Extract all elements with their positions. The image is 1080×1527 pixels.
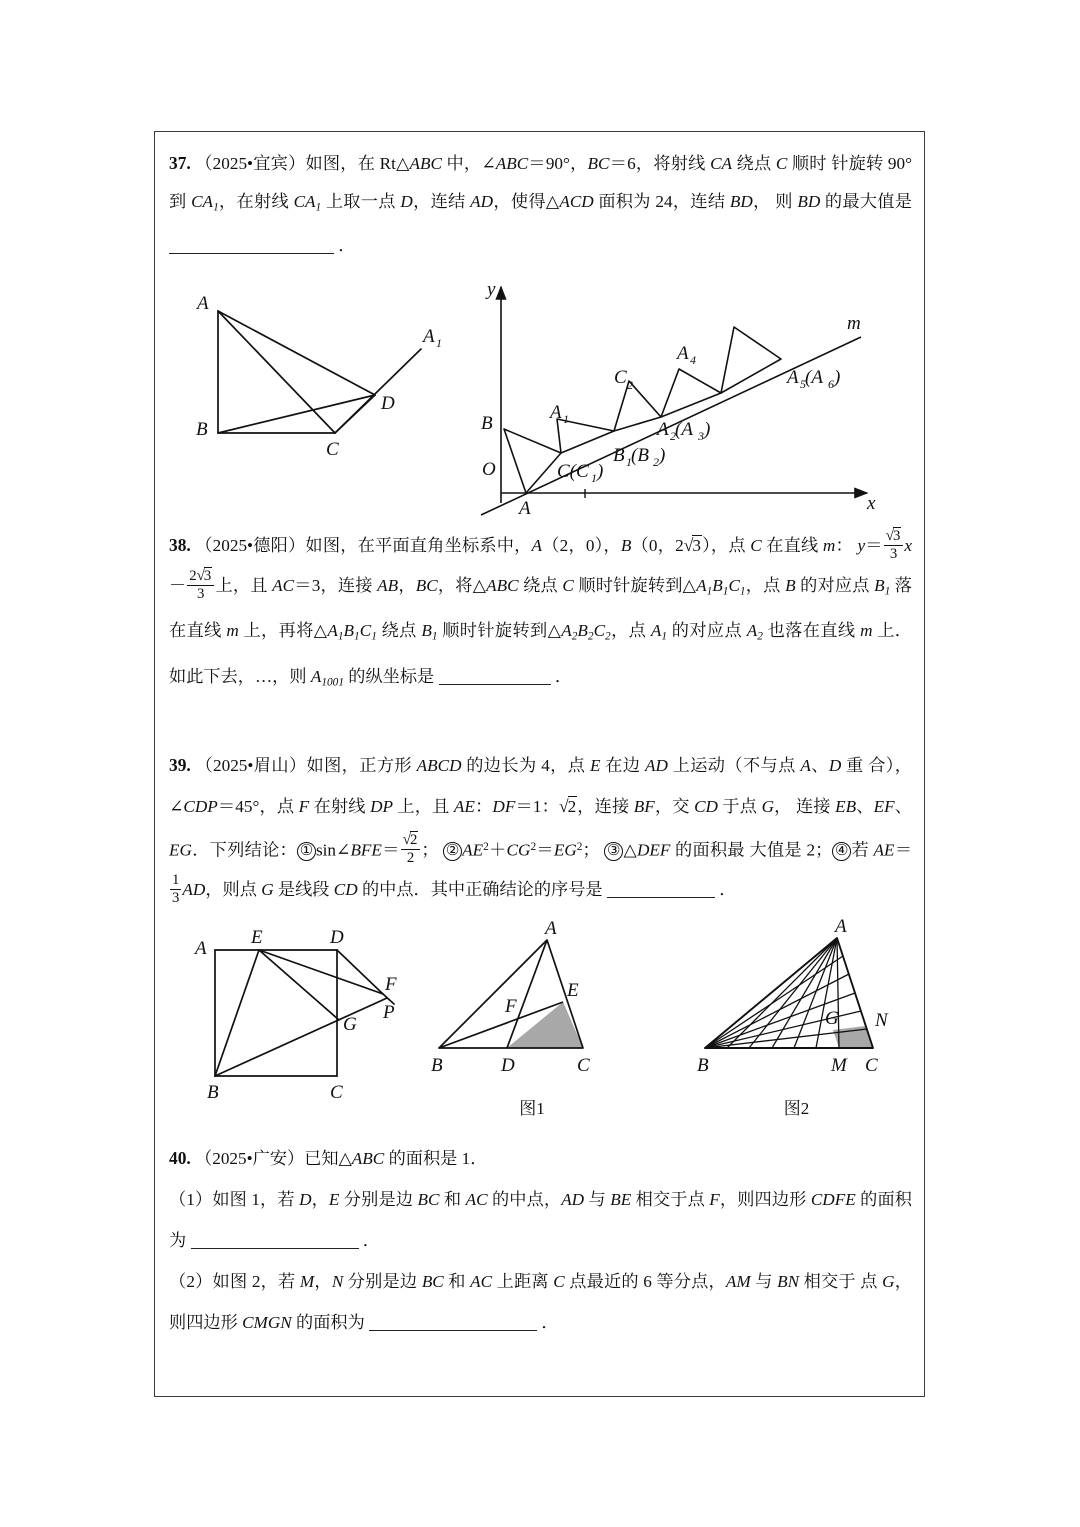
t: 的边长为 4，点 <box>461 755 591 775</box>
var-ca1: CA <box>191 192 214 211</box>
t: ，点 <box>745 575 786 595</box>
var-A1B1C1: $A_1B_1C_1$ <box>696 575 746 598</box>
var-d: D <box>400 192 413 211</box>
var-A: A <box>531 535 543 555</box>
t: 与 <box>584 1189 611 1209</box>
figure-40-1-label-E: E <box>567 979 579 1001</box>
problem-37-line1-a: （2025•宜宾）如图，在 Rt△ <box>195 154 410 173</box>
figure-40-2-label-B: B <box>697 1054 709 1076</box>
t: 在直线 <box>761 535 823 555</box>
var-AD: AD <box>645 755 668 775</box>
figure-38-label-A2-A3-mid: (A <box>675 418 693 440</box>
figure-37-label-C: C <box>326 438 339 460</box>
var-CMGN: CMGN <box>242 1312 292 1332</box>
t: sin∠ <box>315 839 351 859</box>
t: 绕点 <box>732 154 776 173</box>
figure-38-label-C2: C <box>614 366 627 388</box>
t: ： <box>474 796 493 816</box>
figure-37-label-A: A <box>197 292 209 314</box>
figure-40-1-label-D: D <box>501 1054 515 1076</box>
var-A1B1C1-b: $A_1B_1C_1$ <box>327 621 377 643</box>
figure-38-label-A5-A6: A <box>787 366 799 388</box>
t: 上，再将△ <box>238 621 328 641</box>
var-AE: AE <box>453 796 475 816</box>
t: （2）如图 2，若 <box>169 1271 300 1291</box>
answer-blank-39[interactable] <box>607 897 715 898</box>
var-A1c: A <box>650 621 662 641</box>
figure-38-label-O: O <box>482 458 496 480</box>
t: 落在直线 <box>169 575 912 641</box>
t: 上取一点 <box>321 192 401 211</box>
figure-40-1-label-A: A <box>545 917 557 939</box>
fraction-1-over-3: $\frac{1}{3}$ <box>172 872 180 906</box>
var-y: y <box>857 535 866 555</box>
figure-38-label-A2-A3: A <box>657 418 669 440</box>
figure-38-label-A5-A6-close: ) <box>834 366 841 388</box>
figure-38-label-x: x <box>867 492 876 514</box>
var-AC: AC <box>465 1189 488 1209</box>
fraction-2sqrt3-over-3: $\frac{2√3}{3}$ <box>187 568 214 602</box>
figure-40-2 <box>689 916 904 1097</box>
figure-39-label-A: A <box>195 937 207 959</box>
t: 的对应点 <box>800 575 875 595</box>
figure-38-label-B1-sub: 1 <box>626 454 632 469</box>
figure-38-label-B2-sub: 2 <box>653 454 659 469</box>
t: （0，2 <box>631 535 684 555</box>
problem-38-text: 38. （2025•德阳）如图，在平面直角坐标系中，A（2，0），B（0，2√3），点 C 在直线 m： y＝ $\frac{√3}{3}$ x－ $\frac{2√3}{3}$ 上，且 AC＝3，连接 AB，BC，将△ABC 绕点 C 顺时针旋转到$\triangle A_1B_1C_1$，点 B 的对应点 $B_1$ 落在直线 m 上，再将$\triangle A_1B_1C_1$ 绕点 $B_1$ 顺时针旋转到$\triangle A_2B_2C_2$，点 $A_1$ 的对应点 $A_2$ 也落在直线 m 上．如此下去，…，则 $A_{1001}$ 的纵坐标是 ． <box>169 527 912 689</box>
figure-39-label-F: F <box>385 973 397 995</box>
page-content <box>169 142 912 1388</box>
t: 顺时 <box>787 154 827 173</box>
figure-39-label-G: G <box>343 1013 357 1035</box>
t: 中，∠ <box>442 154 496 173</box>
sub-1: 1 <box>213 201 219 214</box>
figure-38-label-A5-A6-mid: (A <box>805 366 823 388</box>
sub-1: 1 <box>315 201 322 214</box>
t: 的对应点 <box>667 621 743 641</box>
t: ，则四边形 <box>169 1271 912 1332</box>
var-D: D <box>299 1189 312 1209</box>
var-A2B2C2: $A_2B_2C_2$ <box>561 621 611 643</box>
figure-38-label-A1-sub: 1 <box>563 411 569 426</box>
t: 分别是边 <box>339 1189 418 1209</box>
var-BC: BC <box>415 575 438 595</box>
figure-38-label-A2-sub: 2 <box>670 428 676 443</box>
figure-40-2-svg <box>689 916 904 1092</box>
t: 在边 <box>600 755 646 775</box>
sqrt-3-inline: √3 <box>683 534 701 555</box>
figure-38-label-B1-B2-close: ) <box>659 444 666 466</box>
t: 上运动（不与点 <box>667 755 801 775</box>
figure-39-label-P: P <box>383 1001 395 1023</box>
figure-38-label-A6-sub: 6 <box>828 376 834 391</box>
t: 绕点 <box>376 621 422 641</box>
var-BFE: BFE <box>350 839 382 859</box>
var-BC: BC <box>417 1189 440 1209</box>
var-ca1b: CA <box>293 192 316 211</box>
var-EF: EF <box>873 796 895 816</box>
figure-38-label-A3-sub: 3 <box>698 428 704 443</box>
var-F: F <box>298 796 310 816</box>
problem-40-part1 <box>169 1179 912 1261</box>
figures-row-37-38 <box>169 271 912 521</box>
var-m2: m <box>226 621 239 641</box>
t: 若 <box>851 839 874 859</box>
var-bd2: BD <box>797 192 821 211</box>
t: ： <box>835 535 853 555</box>
answer-blank-40-2[interactable] <box>369 1330 537 1331</box>
var-C: C <box>750 535 762 555</box>
var-ABCD: ABCD <box>416 755 462 775</box>
t: ＝1： <box>515 796 559 816</box>
var-ca: CA <box>710 154 733 173</box>
t: 上，且 <box>215 575 273 595</box>
answer-blank-37[interactable] <box>169 253 334 254</box>
var-BE: BE <box>610 1189 632 1209</box>
figure-37-label-B: B <box>196 418 208 440</box>
t: （2，0）， <box>542 535 621 555</box>
var-B2: B <box>785 575 796 595</box>
t: ＝90°， <box>528 154 588 173</box>
figure-40-1-label-C: C <box>577 1054 590 1076</box>
figure-40-1-label-B: B <box>431 1054 443 1076</box>
figure-38-label-m: m <box>847 312 861 334</box>
option-circle-4: ④ <box>832 842 851 861</box>
var-x: x <box>904 535 912 555</box>
var-bd: BD <box>729 192 753 211</box>
period: ． <box>338 235 356 255</box>
answer-blank-38[interactable] <box>439 684 551 685</box>
t: 的最大值是 <box>820 192 912 211</box>
t: 针旋转 90° 到 <box>169 154 912 211</box>
t: 与 <box>750 1271 778 1291</box>
var-abc: ABC <box>409 154 442 173</box>
t: ，点 <box>610 621 651 641</box>
fraction-sqrt3-over-3: $\frac{√3}{3}$ <box>884 528 904 562</box>
var-angle-abc: ABC <box>495 154 529 173</box>
t: ＝ <box>865 535 883 555</box>
t: ＝3，连接 <box>294 575 378 595</box>
t: 、 <box>856 796 874 816</box>
var-F: F <box>709 1189 720 1209</box>
figure-38-label-A: A <box>519 497 531 517</box>
var-CD: CD <box>694 796 718 816</box>
t: ，则点 <box>205 879 262 899</box>
t: ＝ <box>894 839 913 859</box>
t: ， <box>311 1189 329 1209</box>
figure-40-1-label-F: F <box>505 995 517 1017</box>
t: ＝ <box>536 839 554 859</box>
option-circle-3: ③ <box>604 842 623 861</box>
figure-38-label-B1-B2-mid: (B <box>631 444 649 466</box>
figure-37-label-D: D <box>381 392 395 414</box>
figure-38-label-C-C1: C(C <box>557 460 589 482</box>
t: 则 <box>775 192 798 211</box>
var-AM: AM <box>725 1271 751 1291</box>
t: 和 <box>439 1189 466 1209</box>
var-B1b: B <box>421 621 432 641</box>
var-ABC: ABC <box>486 575 519 595</box>
var-m: m <box>822 535 836 555</box>
t: ，将△ <box>437 575 487 595</box>
t: 的面积最 <box>670 839 745 859</box>
t: 在射线 <box>309 796 371 816</box>
t: 的面积为 <box>169 1189 912 1250</box>
problem-39-text: 39. （2025•眉山）如图，正方形 ABCD 的边长为 4，点 E 在边 AD 上运动（不与点 A、D 重 合），∠CDP＝45°，点 F 在射线 DP 上，且 AE：DF＝1：√2，连接 BF，交 CD 于点 G， 连接 EB、EF、EG．下列结论： ① sin∠BFE＝ $\frac{√2}{2}$ ； ② $AE^2+CG^2=EG^2$； ③ △DEF 的面积最 大值是 2； ④ 若 AE＝ $\frac{1}{3}$ AD，则点 G 是线段 CD 的中点．其中正确结论的序号是 ． <box>169 754 913 906</box>
var-BN: BN <box>777 1271 800 1291</box>
period: ． <box>554 666 573 686</box>
t: 上，且 <box>392 796 454 816</box>
t: △ <box>623 839 637 859</box>
var-DP: DP <box>370 796 393 816</box>
answer-blank-40-1[interactable] <box>191 1248 359 1249</box>
t: 顺时针旋转到△ <box>573 575 697 595</box>
figure-40-2-label-N: N <box>875 1009 888 1031</box>
figure-37-label-A1: A <box>423 325 435 347</box>
figure-39-label-C: C <box>330 1081 343 1103</box>
figure-38-label-B1-B2: B <box>613 444 625 466</box>
t: 上距离 <box>492 1271 554 1291</box>
t: ＝6，将射线 <box>609 154 711 173</box>
var-G: G <box>882 1271 895 1291</box>
t: 也落在直线 <box>762 621 861 641</box>
var-AE3: AE <box>873 839 895 859</box>
t: 的面积为 <box>291 1312 365 1332</box>
t: （1）如图 1，若 <box>169 1189 300 1209</box>
figure-40-1 <box>427 916 637 1097</box>
t: 合），∠ <box>169 755 912 816</box>
var-CDFE: CDFE <box>810 1189 856 1209</box>
t: （2025•德阳）如图，在平面直角坐标系中， <box>195 535 532 555</box>
figures-row-39-40 <box>169 916 912 1134</box>
t: 的纵坐标是 <box>344 666 435 686</box>
t: ，连结 <box>412 192 471 211</box>
t: ； <box>582 839 600 859</box>
t: ，使得△ <box>493 192 560 211</box>
option-circle-1: ① <box>297 842 316 861</box>
period: ． <box>719 879 737 899</box>
figure-38-label-C2-sub: 2 <box>627 377 633 392</box>
t: ），点 <box>701 535 751 555</box>
t: ，交 <box>654 796 695 816</box>
var-ABC: ABC <box>351 1148 385 1168</box>
var-M: M <box>299 1271 315 1291</box>
var-BF: BF <box>633 796 655 816</box>
var-AD2: AD <box>182 879 206 899</box>
problem-37-text <box>169 144 912 265</box>
t: ，在射线 <box>218 192 294 211</box>
t: 相交于 <box>799 1271 856 1291</box>
var-E: E <box>328 1189 340 1209</box>
var-bc: BC <box>587 154 610 173</box>
problem-37-number: 37. <box>169 153 191 173</box>
var-CG2: CG <box>506 839 531 859</box>
var-AB: AB <box>377 575 399 595</box>
var-AC: AC <box>272 575 295 595</box>
var-acd: ACD <box>559 192 594 211</box>
var-G: G <box>761 796 774 816</box>
figure-38-label-y: y <box>487 278 496 300</box>
figure-38-label-C-C1-close: ) <box>597 460 604 482</box>
t: 的中点．其中正确结论的序号是 <box>357 879 603 899</box>
var-A2: A <box>746 621 758 641</box>
period: ． <box>362 1230 380 1250</box>
figure-40-1-svg <box>427 916 637 1092</box>
figure-40-2-label-M: M <box>831 1054 847 1076</box>
var-AD: AD <box>561 1189 585 1209</box>
t: ．下列结论： <box>191 839 298 859</box>
var-B: B <box>620 535 632 555</box>
t: 重 <box>841 755 864 775</box>
var-AE2: AE <box>462 839 484 859</box>
t: （2025•眉山）如图，正方形 <box>195 755 417 775</box>
figure-40-2-label-G: G <box>825 1007 839 1029</box>
option-circle-2: ② <box>443 842 462 861</box>
var-C2: C <box>562 575 574 595</box>
sqrt-2-inline: √2 <box>558 795 577 816</box>
var-B1: B <box>874 575 885 595</box>
t: ＝ <box>381 839 400 859</box>
var-A: A <box>800 755 811 775</box>
var-N: N <box>331 1271 344 1291</box>
t: 点最近的 6 等分点， <box>564 1271 726 1291</box>
t: ＝45°，点 <box>217 796 299 816</box>
figure-39-label-D: D <box>330 926 344 948</box>
figure-38-label-A4: A <box>677 342 689 364</box>
t: ， <box>398 575 416 595</box>
t: 、 <box>894 796 912 816</box>
var-EB: EB <box>835 796 857 816</box>
t: 是线段 <box>273 879 334 899</box>
figure-38-label-A4-sub: 4 <box>690 352 696 367</box>
var-CD2: CD <box>333 879 358 899</box>
figure-37-svg <box>187 285 457 460</box>
figure-38-label-A1: A <box>550 401 562 423</box>
figure-caption-1: 图1 <box>519 1098 545 1118</box>
t: ， <box>774 796 792 816</box>
t: 绕点 <box>518 575 563 595</box>
t: 连接 <box>795 796 836 816</box>
var-BC2: BC <box>421 1271 444 1291</box>
problem-40-part2 <box>169 1261 912 1343</box>
var-A1001: A <box>310 666 322 686</box>
t: 上．如此下去，…，则 <box>169 621 912 686</box>
t: 分别是边 <box>343 1271 422 1291</box>
problem-39-number: 39. <box>169 754 191 775</box>
t: ； <box>421 839 439 859</box>
figure-37 <box>187 285 457 465</box>
figure-39-svg <box>187 924 405 1116</box>
var-DF: DF <box>492 796 516 816</box>
figure-39-label-B: B <box>207 1081 219 1103</box>
t: 相交于点 <box>631 1189 710 1209</box>
t: 顺时针旋转到△ <box>437 621 562 641</box>
t: ，则四边形 <box>719 1189 811 1209</box>
t: ， <box>314 1271 332 1291</box>
figure-38 <box>469 271 889 522</box>
t: 点 <box>860 1271 883 1291</box>
t: ， <box>752 192 771 211</box>
figure-38-svg <box>469 271 889 517</box>
t: 、 <box>810 755 829 775</box>
var-E: E <box>590 755 601 775</box>
var-DEF: DEF <box>637 839 671 859</box>
period: ． <box>541 1312 559 1332</box>
var-CDP: CDP <box>183 796 218 816</box>
fraction-sqrt2-over-2: $\frac{√2}{2}$ <box>401 832 421 866</box>
var-G2: G <box>261 879 274 899</box>
figure-38-label-B: B <box>481 412 493 434</box>
var-m3: m <box>860 621 873 641</box>
t: ＋ <box>488 839 507 859</box>
var-D: D <box>828 755 842 775</box>
figure-caption-2: 图2 <box>783 1098 810 1118</box>
problem-40-text <box>169 1138 912 1179</box>
t: 和 <box>443 1271 471 1291</box>
t: － <box>169 575 187 595</box>
figure-38-label-C1-sub: 1 <box>591 470 597 485</box>
var-c: C <box>775 154 788 173</box>
figure-38-label-A2-A3-close: ) <box>704 418 711 440</box>
var-EG: EG <box>169 839 192 859</box>
figure-38-label-A5-sub: 5 <box>800 376 806 391</box>
t: （2025•广安）已知△ <box>195 1148 352 1168</box>
t: 于点 <box>717 796 762 816</box>
t: 的面积是 1． <box>384 1148 488 1168</box>
var-ad: AD <box>470 192 494 211</box>
figure-40-2-label-A: A <box>835 915 847 937</box>
problem-40-number: 40. <box>169 1147 191 1168</box>
t: 大值是 2； <box>749 839 833 859</box>
t: 的中点， <box>487 1189 562 1209</box>
var-AC2: AC <box>470 1271 493 1291</box>
figure-39-label-E: E <box>251 926 263 948</box>
page-border <box>154 131 925 1397</box>
figure-39 <box>187 924 405 1121</box>
figure-40-2-label-C: C <box>865 1054 878 1076</box>
t: 面积为 24，连结 <box>593 192 730 211</box>
figure-37-label-A1-sub: 1 <box>436 335 442 350</box>
problem-38-number: 38. <box>169 534 191 555</box>
t: ，连接 <box>577 796 634 816</box>
var-C: C <box>553 1271 565 1291</box>
var-EG2: EG <box>553 839 577 859</box>
